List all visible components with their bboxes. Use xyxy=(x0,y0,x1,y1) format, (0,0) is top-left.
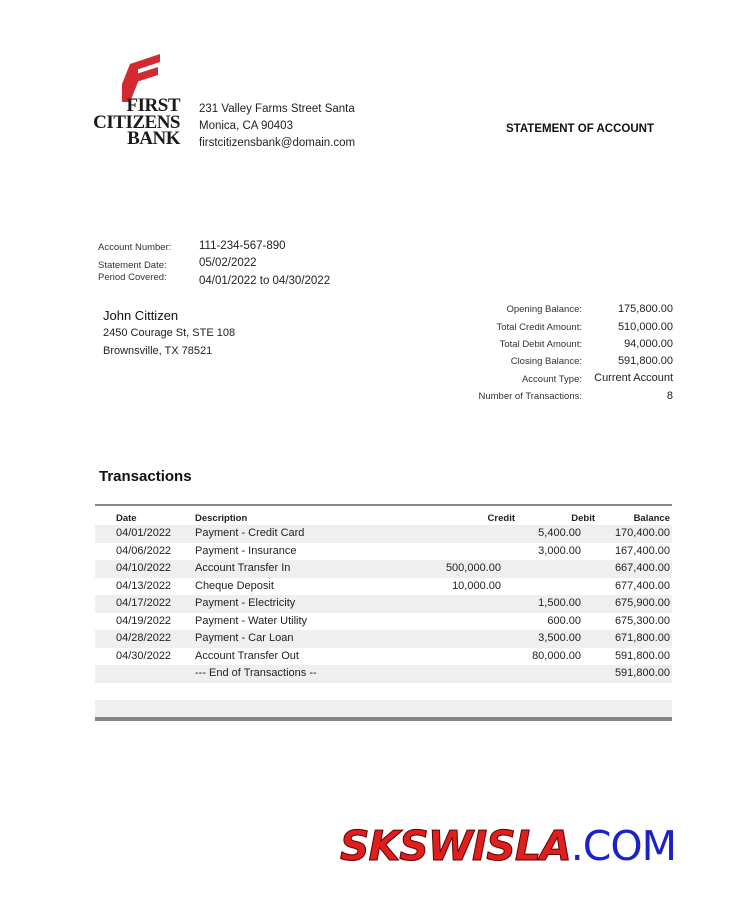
row-date: 04/10/2022 xyxy=(116,562,172,574)
table-row xyxy=(95,630,672,648)
row-date: 04/13/2022 xyxy=(116,579,172,592)
row-credit: 500,000.00 xyxy=(445,562,501,574)
total-credit-value: 510,000.00 xyxy=(617,321,673,333)
row-date: 04/17/2022 xyxy=(116,597,172,609)
transactions-heading: Transactions xyxy=(99,468,192,485)
row-date: 04/28/2022 xyxy=(116,632,172,644)
row-date: 04/01/2022 xyxy=(116,527,172,539)
account-type-label: Account Type: xyxy=(521,374,582,385)
row-debit: 80,000.00 xyxy=(532,649,581,662)
row-balance: 677,400.00 xyxy=(614,579,670,592)
total-debit-value: 94,000.00 xyxy=(624,338,673,350)
row-balance: 671,800.00 xyxy=(614,632,670,644)
logo-word-first: FIRST xyxy=(126,95,180,116)
account-number-value: 111-234-567-890 xyxy=(199,240,286,252)
row-date: 04/19/2022 xyxy=(116,614,172,627)
account-number-label: Account Number: xyxy=(98,242,172,253)
bank-address-line: Monica, CA 90403 xyxy=(199,120,293,132)
row-balance: 591,800.00 xyxy=(614,649,670,662)
row-debit: 3,500.00 xyxy=(538,632,581,644)
row-description: Payment - Insurance xyxy=(195,544,297,557)
row-credit: 10,000.00 xyxy=(452,579,501,592)
row-description: Account Transfer Out xyxy=(195,649,299,662)
row-description: Account Transfer In xyxy=(195,562,291,574)
account-type-value: Current Account xyxy=(594,372,673,384)
table-body xyxy=(95,525,672,683)
bank-logo xyxy=(88,52,180,152)
row-debit: 3,000.00 xyxy=(538,544,581,557)
row-balance: 167,400.00 xyxy=(614,544,670,557)
column-header-debit: Debit xyxy=(571,513,595,524)
customer-name: John Cittizen xyxy=(103,308,179,323)
table-row xyxy=(95,525,672,543)
customer-address-line: 2450 Courage St, STE 108 xyxy=(103,327,236,339)
transaction-count-label: Number of Transactions: xyxy=(478,391,582,402)
row-description: Payment - Credit Card xyxy=(195,527,305,539)
closing-balance-value: 591,800.00 xyxy=(617,355,673,367)
period-covered-label: Period Covered: xyxy=(98,272,167,283)
transactions-table xyxy=(95,504,672,721)
table-bottom-rule xyxy=(95,717,672,721)
row-description: Payment - Car Loan xyxy=(195,632,294,644)
document-title: STATEMENT OF ACCOUNT xyxy=(506,123,654,135)
total-debit-label: Total Debit Amount: xyxy=(499,339,582,350)
bank-email: firstcitizensbank@domain.com xyxy=(199,137,356,149)
table-row xyxy=(95,665,672,683)
row-description: --- End of Transactions -- xyxy=(195,667,317,679)
row-description: Payment - Electricity xyxy=(195,597,296,609)
table-row xyxy=(95,613,672,631)
row-balance: 675,300.00 xyxy=(614,614,670,627)
statement-date-value: 05/02/2022 xyxy=(199,257,257,269)
row-date: 04/06/2022 xyxy=(116,544,172,557)
table-row xyxy=(95,543,672,561)
total-credit-label: Total Credit Amount: xyxy=(496,322,582,333)
row-balance: 170,400.00 xyxy=(614,527,670,539)
period-covered-value: 04/01/2022 to 04/30/2022 xyxy=(199,275,331,287)
table-header-row xyxy=(95,506,672,525)
row-balance: 667,400.00 xyxy=(614,562,670,574)
watermark xyxy=(340,822,677,870)
row-debit: 600.00 xyxy=(547,614,581,627)
closing-balance-label: Closing Balance: xyxy=(510,356,582,367)
bank-address xyxy=(199,101,355,152)
logo-word-bank: BANK xyxy=(127,128,180,149)
watermark-text-blue: .COM xyxy=(570,822,677,870)
table-row xyxy=(95,560,672,578)
row-description: Cheque Deposit xyxy=(195,579,274,592)
logo-word-citizens: CITIZENS xyxy=(93,112,180,133)
row-debit: 1,500.00 xyxy=(538,597,581,609)
transaction-count-value: 8 xyxy=(666,390,673,402)
table-row xyxy=(95,595,672,613)
column-header-balance: Balance xyxy=(633,513,670,524)
bank-address-line: 231 Valley Farms Street Santa xyxy=(199,103,355,115)
statement-date-label: Statement Date: xyxy=(98,260,167,271)
row-balance: 675,900.00 xyxy=(614,597,670,609)
row-debit: 5,400.00 xyxy=(538,527,581,539)
column-header-description: Description xyxy=(195,513,248,524)
column-header-date: Date xyxy=(116,513,137,524)
table-spacer-row xyxy=(95,683,672,700)
table-spacer-row xyxy=(95,700,672,717)
row-balance: 591,800.00 xyxy=(614,667,670,679)
opening-balance-value: 175,800.00 xyxy=(617,303,673,315)
table-row xyxy=(95,648,672,666)
row-description: Payment - Water Utility xyxy=(195,614,308,627)
row-date: 04/30/2022 xyxy=(116,649,172,662)
opening-balance-label: Opening Balance: xyxy=(506,304,582,315)
table-row xyxy=(95,578,672,596)
customer-address-line: Brownsville, TX 78521 xyxy=(103,345,213,357)
watermark-text-red: SKSWISLA xyxy=(340,822,571,870)
column-header-credit: Credit xyxy=(487,513,515,524)
